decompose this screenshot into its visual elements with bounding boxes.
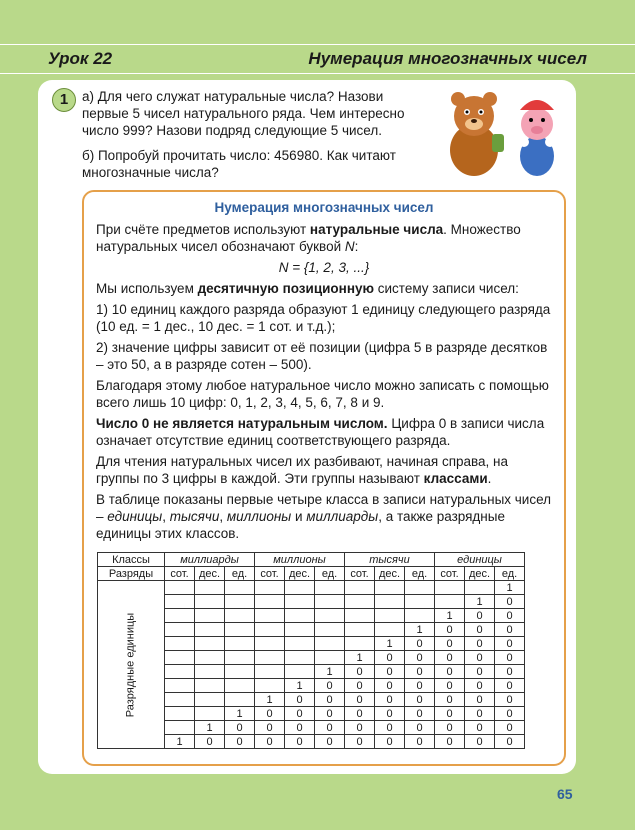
table-cell: [315, 595, 345, 609]
table-cell: [165, 581, 195, 595]
table-cell: [165, 623, 195, 637]
class-name: единицы: [107, 509, 163, 524]
table-cell: 0: [375, 679, 405, 693]
table-cell: [405, 595, 435, 609]
table-cell: 0: [315, 721, 345, 735]
table-cell: [345, 609, 375, 623]
table-cell: 0: [435, 735, 465, 749]
table-cell: 0: [315, 679, 345, 693]
table-cell: 0: [345, 693, 375, 707]
table-cell: 0: [465, 637, 495, 651]
table-cell: [345, 637, 375, 651]
table-cell: [315, 637, 345, 651]
table-cell: 1: [465, 595, 495, 609]
text: В таблице показаны первые четыре класса в записи натуральных чисел –: [96, 492, 552, 524]
table-cell: 1: [255, 693, 285, 707]
table-cell: 0: [435, 651, 465, 665]
table-cell: 0: [465, 721, 495, 735]
table-cell: 0: [225, 721, 255, 735]
table-cell: [195, 595, 225, 609]
table-cell: [375, 595, 405, 609]
table-cell: 0: [315, 707, 345, 721]
rule-paragraph: [96, 280, 552, 297]
table-cell: [375, 581, 405, 595]
table-cell: [285, 595, 315, 609]
digit-header: ед.: [225, 567, 255, 581]
term-classes: классами: [423, 471, 488, 486]
table-cell: 0: [405, 665, 435, 679]
table-cell: 0: [315, 693, 345, 707]
table-cell: [195, 651, 225, 665]
table-cell: [165, 637, 195, 651]
table-cell: [315, 651, 345, 665]
text: . Множество натуральных чисел обозначают буквой: [96, 222, 521, 254]
text: Для чтения натуральных чисел их разбивают, начиная справа, на группы по 3 цифры в каждой. Эти группы называют: [96, 454, 509, 486]
table-cell: 0: [405, 637, 435, 651]
table-cell: 1: [405, 623, 435, 637]
table-cell: 0: [375, 693, 405, 707]
table-cell: 0: [405, 679, 435, 693]
table-cell: [225, 609, 255, 623]
table-cell: [465, 581, 495, 595]
table-cell: [165, 651, 195, 665]
table-cell: [285, 651, 315, 665]
table-cell: 0: [495, 665, 525, 679]
table-cell: 0: [465, 707, 495, 721]
table-cell: 0: [465, 651, 495, 665]
table-cell: [405, 581, 435, 595]
text: ,: [162, 509, 170, 524]
table-cell: [255, 623, 285, 637]
table-cell: [285, 637, 315, 651]
table-row: [98, 581, 525, 595]
table-cell: [195, 693, 225, 707]
table-cell: 0: [255, 721, 285, 735]
digit-header: сот.: [255, 567, 285, 581]
digit-header: ед.: [405, 567, 435, 581]
table-cell: 0: [405, 651, 435, 665]
digit-header: сот.: [435, 567, 465, 581]
lesson-number: Урок 22: [48, 49, 113, 68]
table-cell: [195, 679, 225, 693]
digit-header: ед.: [315, 567, 345, 581]
place-value-table: [97, 552, 525, 749]
table-cell: [165, 721, 195, 735]
table-cell: [225, 637, 255, 651]
table-cell: 0: [405, 721, 435, 735]
table-cell: 1: [315, 665, 345, 679]
page-number: 65: [557, 786, 573, 802]
table-cell: 0: [315, 735, 345, 749]
text: .: [487, 471, 492, 486]
table-cell: [165, 609, 195, 623]
table-cell: 0: [345, 735, 375, 749]
table-cell: [285, 581, 315, 595]
table-cell: 0: [435, 721, 465, 735]
table-cell: 0: [495, 609, 525, 623]
rule-paragraph: 2) значение цифры зависит от её позиции (цифра 5 в разряде десятков – это 50, а в разряде сотен – 500).: [96, 340, 548, 372]
table-cell: 0: [345, 721, 375, 735]
text: и: [291, 509, 307, 524]
text: Цифра 0 в записи числа означает отсутствие единиц соответствующего разряда.: [96, 416, 545, 448]
table-cell: 0: [285, 693, 315, 707]
table-cell: [285, 665, 315, 679]
text: При счёте предметов используют: [96, 222, 310, 237]
table-cell: 0: [285, 721, 315, 735]
digit-header: дес.: [285, 567, 315, 581]
class-header: тысячи: [345, 553, 435, 567]
table-cell: 0: [495, 679, 525, 693]
text: ,: [219, 509, 227, 524]
table-cell: [165, 707, 195, 721]
text: , а также разрядные единицы этих классов.: [96, 509, 505, 541]
table-cell: 1: [495, 581, 525, 595]
table-cell: [225, 623, 255, 637]
table-cell: 0: [285, 707, 315, 721]
table-cell: 0: [405, 707, 435, 721]
table-cell: 0: [375, 665, 405, 679]
digit-header: дес.: [465, 567, 495, 581]
table-cell: [435, 595, 465, 609]
cartoon-characters-illustration: [434, 84, 570, 180]
table-cell: 0: [255, 735, 285, 749]
table-cell: [165, 693, 195, 707]
table-cell: 1: [195, 721, 225, 735]
rule-box: [82, 190, 566, 766]
table-cell: [345, 595, 375, 609]
table-cell: 0: [375, 707, 405, 721]
table-cell: 0: [465, 609, 495, 623]
table-cell: [225, 595, 255, 609]
class-name: миллионы: [226, 509, 292, 524]
side-label: Разрядные единицы: [124, 612, 137, 717]
table-cell: [255, 637, 285, 651]
task-part-b: б) Попробуй прочитать число: 456980. Как читают многозначные числа?: [82, 148, 396, 180]
table-cell: 0: [495, 623, 525, 637]
lesson-header: [0, 44, 635, 74]
table-cell: [405, 609, 435, 623]
table-cell: 1: [165, 735, 195, 749]
table-cell: 0: [495, 637, 525, 651]
table-cell: 1: [435, 609, 465, 623]
digits-label: Разряды: [98, 567, 165, 581]
table-cell: [255, 609, 285, 623]
table-cell: [435, 581, 465, 595]
set-symbol: N: [344, 239, 355, 254]
table-cell: [195, 637, 225, 651]
task-text: [82, 88, 427, 189]
table-cell: 0: [345, 665, 375, 679]
rule-paragraph: [96, 221, 552, 255]
class-name: миллиарды: [306, 509, 379, 524]
table-cell: 0: [495, 707, 525, 721]
table-cell: [225, 581, 255, 595]
table-cell: 0: [435, 679, 465, 693]
table-cell: 0: [375, 721, 405, 735]
table-cell: 0: [495, 651, 525, 665]
term-natural-numbers: натуральные числа: [309, 222, 444, 237]
table-cell: [285, 623, 315, 637]
table-cell: [225, 679, 255, 693]
table-cell: 0: [225, 735, 255, 749]
rule-paragraph: [96, 415, 552, 449]
natural-set-formula: N = {1, 2, 3, ...}: [278, 260, 370, 275]
table-cell: [255, 665, 285, 679]
class-header: миллиарды: [165, 553, 255, 567]
table-cell: [195, 609, 225, 623]
digit-header: сот.: [345, 567, 375, 581]
table-cell: [315, 581, 345, 595]
table-cell: [255, 595, 285, 609]
table-cell: 0: [345, 707, 375, 721]
task-number-badge: 1: [52, 88, 76, 112]
classes-label: Классы: [98, 553, 165, 567]
class-header: миллионы: [255, 553, 345, 567]
table-cell: 0: [465, 623, 495, 637]
table-cell: 1: [225, 707, 255, 721]
table-cell: 0: [435, 693, 465, 707]
table-cell: [225, 693, 255, 707]
table-header-classes: [98, 553, 525, 567]
table-cell: 0: [405, 693, 435, 707]
table-cell: [315, 623, 345, 637]
rule-paragraph: [96, 453, 552, 487]
table-cell: 0: [465, 693, 495, 707]
table-cell: 0: [375, 735, 405, 749]
rule-paragraph: 1) 10 единиц каждого разряда образуют 1 единицу следующего разряда (10 ед. = 1 дес., 10 дес. = 1 сот. и т.д.);: [96, 302, 551, 334]
lesson-topic: Нумерация многозначных чисел: [308, 49, 587, 68]
table-cell: 0: [435, 665, 465, 679]
table-cell: 0: [465, 735, 495, 749]
table-cell: 0: [285, 735, 315, 749]
rule-paragraph: Благодаря этому любое натуральное число можно записать с помощью всего лишь 10 цифр: 0, 1, 2, 3, 4, 5, 6, 7, 8 и 9.: [96, 378, 549, 410]
text: систему записи чисел:: [374, 281, 519, 296]
digit-header: сот.: [165, 567, 195, 581]
rule-paragraph: [96, 491, 552, 542]
rule-body: [84, 215, 564, 542]
table-cell: [195, 707, 225, 721]
text: Мы используем: [96, 281, 198, 296]
table-cell: 1: [375, 637, 405, 651]
table-header-digits: [98, 567, 525, 581]
task-part-a: а) Для чего служат натуральные числа? Назови первые 5 чисел натурального ряда. Чем интересно число 999? Назови подряд следующие 5 чисел.: [82, 89, 405, 138]
table-cell: 0: [495, 595, 525, 609]
table-cell: [375, 623, 405, 637]
digit-header: дес.: [375, 567, 405, 581]
table-cell: 0: [435, 707, 465, 721]
table-cell: 0: [405, 735, 435, 749]
table-cell: 0: [495, 735, 525, 749]
class-header: единицы: [435, 553, 525, 567]
table-cell: [165, 679, 195, 693]
table-cell: [195, 623, 225, 637]
table-cell: [345, 623, 375, 637]
table-cell: [255, 679, 285, 693]
content-panel: [38, 80, 576, 774]
table-cell: 1: [345, 651, 375, 665]
table-cell: 0: [465, 665, 495, 679]
rule-title: Нумерация многозначных чисел: [214, 200, 434, 215]
table-cell: [195, 665, 225, 679]
table-cell: [345, 581, 375, 595]
table-cell: [225, 651, 255, 665]
table-cell: 0: [495, 721, 525, 735]
table-cell: [285, 609, 315, 623]
table-cell: 1: [285, 679, 315, 693]
table-cell: 0: [435, 623, 465, 637]
side-label-cell: [98, 581, 165, 749]
table-cell: 0: [495, 693, 525, 707]
table-cell: 0: [255, 707, 285, 721]
table-cell: [165, 595, 195, 609]
table-cell: 0: [345, 679, 375, 693]
table-cell: [195, 581, 225, 595]
term-decimal-positional: десятичную позиционную: [197, 281, 375, 296]
table-cell: [165, 665, 195, 679]
text: :: [354, 239, 359, 254]
zero-statement: Число 0 не является натуральным числом.: [96, 416, 388, 431]
table-cell: [315, 609, 345, 623]
class-name: тысячи: [169, 509, 220, 524]
table-cell: 0: [195, 735, 225, 749]
table-cell: 0: [465, 679, 495, 693]
table-cell: [375, 609, 405, 623]
table-cell: 0: [435, 637, 465, 651]
digit-header: дес.: [195, 567, 225, 581]
table-cell: 0: [375, 651, 405, 665]
table-cell: [225, 665, 255, 679]
table-cell: [255, 581, 285, 595]
table-cell: [255, 651, 285, 665]
digit-header: ед.: [495, 567, 525, 581]
